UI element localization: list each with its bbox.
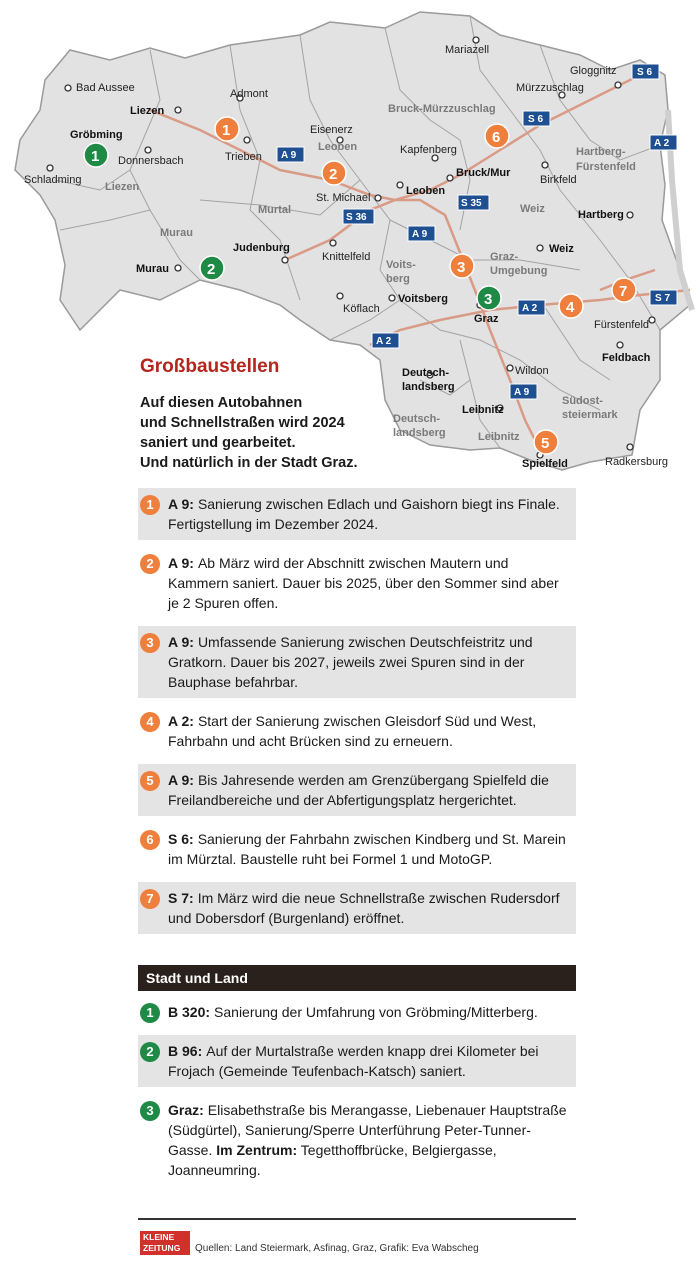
intro-line-3: saniert und gearbeitet. bbox=[140, 435, 296, 451]
region-graz-umgebung-2: Umgebung bbox=[490, 265, 548, 277]
svg-text:2: 2 bbox=[207, 261, 216, 278]
project-item-6 bbox=[138, 823, 576, 875]
project-item-2 bbox=[138, 547, 576, 619]
page-title: Großbaustellen bbox=[140, 356, 280, 377]
svg-text:S 6: S 6 bbox=[637, 67, 653, 78]
project-description: Bis Jahresende werden am Grenzübergang Spielfeld die Freilandbereiche und der Abfertigungsplatz hergerichtet. bbox=[168, 772, 549, 808]
region-deutschlandsberg-1: Deutsch- bbox=[393, 413, 441, 425]
place-judenburg: Judenburg bbox=[233, 242, 290, 254]
project-number-badge: 1 bbox=[140, 495, 160, 515]
project-number-badge: 4 bbox=[140, 712, 160, 732]
region-voitsberg-2: berg bbox=[386, 273, 410, 285]
road-badge-a2-graz bbox=[518, 300, 545, 315]
svg-text:1: 1 bbox=[91, 148, 100, 165]
local-number-badge: 3 bbox=[140, 1101, 160, 1121]
region-leibnitz: Leibnitz bbox=[478, 431, 520, 443]
logo-line-1: KLEINE bbox=[143, 1232, 175, 1242]
project-item-5 bbox=[138, 764, 576, 816]
region-voitsberg-1: Voits- bbox=[386, 259, 416, 271]
region-liezen: Liezen bbox=[105, 181, 140, 193]
place-graz: Graz bbox=[474, 313, 499, 325]
local-description: Auf der Murtalstraße werden knapp drei Kilometer bei Frojach (Gemeinde Teufenbach-Katsch) saniert. bbox=[168, 1043, 539, 1079]
project-item-3 bbox=[138, 626, 576, 698]
project-item-1 bbox=[138, 488, 576, 540]
region-deutschlandsberg-2: landsberg bbox=[393, 427, 446, 439]
svg-text:3: 3 bbox=[457, 259, 466, 276]
region-suedoststeiermark-2: steiermark bbox=[562, 409, 618, 421]
svg-text:A 2: A 2 bbox=[522, 303, 538, 314]
road-badge-a9-south bbox=[510, 384, 537, 399]
place-gloggnitz: Gloggnitz bbox=[570, 65, 617, 77]
svg-text:6: 6 bbox=[492, 129, 501, 146]
place-groebming: Gröbming bbox=[70, 129, 123, 141]
svg-text:1: 1 bbox=[222, 122, 231, 139]
road-badge-s7 bbox=[650, 290, 677, 305]
region-weiz: Weiz bbox=[520, 203, 545, 215]
kleine-zeitung-logo bbox=[140, 1231, 190, 1255]
svg-text:A 2: A 2 bbox=[376, 336, 392, 347]
road-code: B 320: bbox=[168, 1004, 211, 1020]
svg-text:2: 2 bbox=[329, 166, 338, 183]
place-muerzzuschlag: Mürzzuschlag bbox=[516, 82, 584, 94]
place-weiz: Weiz bbox=[549, 243, 574, 255]
marker-green-2 bbox=[200, 256, 224, 280]
place-leibnitz: Leibnitz bbox=[462, 404, 504, 416]
place-kapfenberg: Kapfenberg bbox=[400, 144, 457, 156]
section-header-stadt-und-land: Stadt und Land bbox=[138, 965, 576, 991]
im-zentrum-label: Im Zentrum: bbox=[216, 1142, 298, 1158]
project-description: Sanierung zwischen Edlach und Gaishorn biegt ins Finale. Fertigstellung im Dezember 2024. bbox=[168, 496, 560, 532]
road-badge-s6-mid bbox=[523, 111, 550, 126]
local-item-1 bbox=[138, 996, 576, 1028]
local-number-badge: 1 bbox=[140, 1003, 160, 1023]
marker-2 bbox=[322, 161, 346, 185]
marker-1 bbox=[215, 117, 239, 141]
place-bad-aussee: Bad Aussee bbox=[76, 82, 135, 94]
project-item-7 bbox=[138, 882, 576, 934]
svg-text:S 6: S 6 bbox=[528, 114, 544, 125]
place-spielfeld: Spielfeld bbox=[522, 458, 568, 470]
road-code: Graz: bbox=[168, 1102, 204, 1118]
place-donnersbach: Donnersbach bbox=[118, 155, 184, 167]
place-murau: Murau bbox=[136, 263, 169, 275]
svg-text:4: 4 bbox=[566, 299, 575, 316]
road-code: A 2: bbox=[168, 713, 194, 729]
svg-text:A 2: A 2 bbox=[654, 138, 670, 149]
svg-text:S 36: S 36 bbox=[346, 212, 367, 223]
project-list bbox=[138, 488, 576, 941]
project-number-badge: 2 bbox=[140, 554, 160, 574]
road-badge-a9-mid bbox=[408, 226, 435, 241]
svg-text:A 9: A 9 bbox=[514, 387, 530, 398]
road-badge-a9-north bbox=[277, 147, 304, 162]
place-hartberg: Hartberg bbox=[578, 209, 624, 221]
place-deutschlandsberg-1: Deutsch- bbox=[402, 367, 450, 379]
project-item-4 bbox=[138, 705, 576, 757]
place-liezen: Liezen bbox=[130, 105, 165, 117]
place-st-michael: St. Michael bbox=[316, 192, 371, 204]
road-badge-s6-top bbox=[632, 64, 659, 79]
region-hartberg-2: Fürstenfeld bbox=[576, 161, 636, 173]
place-deutschlandsberg-2: landsberg bbox=[402, 381, 455, 393]
place-eisenerz: Eisenerz bbox=[310, 124, 353, 136]
marker-7 bbox=[612, 278, 636, 302]
road-code: A 9: bbox=[168, 555, 194, 571]
svg-text:A 9: A 9 bbox=[281, 150, 297, 161]
road-badge-s36 bbox=[343, 209, 374, 224]
project-description: Im März wird die neue Schnellstraße zwischen Rudersdorf und Dobersdorf (Burgenland) eröffnet. bbox=[168, 890, 560, 926]
local-number-badge: 2 bbox=[140, 1042, 160, 1062]
svg-text:5: 5 bbox=[541, 435, 550, 452]
place-knittelfeld: Knittelfeld bbox=[322, 251, 371, 263]
place-feldbach: Feldbach bbox=[602, 352, 651, 364]
region-suedoststeiermark-1: Südost- bbox=[562, 395, 603, 407]
region-hartberg-1: Hartberg- bbox=[576, 146, 626, 158]
place-voitsberg: Voitsberg bbox=[398, 293, 448, 305]
project-number-badge: 6 bbox=[140, 830, 160, 850]
region-leoben: Leoben bbox=[318, 141, 358, 153]
svg-text:3: 3 bbox=[484, 291, 493, 308]
road-code: S 7: bbox=[168, 890, 194, 906]
local-item-3 bbox=[138, 1094, 576, 1186]
project-description: Ab März wird der Abschnitt zwischen Mautern und Kammern saniert. Dauer bis 2025, über den Sommer sind aber je 2 Spuren offen. bbox=[168, 555, 559, 611]
project-description: Sanierung der Fahrbahn zwischen Kindberg und St. Marein im Mürztal. Baustelle ruht bei Formel 1 und MotoGP. bbox=[168, 831, 566, 867]
road-code: A 9: bbox=[168, 772, 194, 788]
place-wildon: Wildon bbox=[515, 365, 549, 377]
marker-green-3 bbox=[477, 286, 501, 310]
road-code: A 9: bbox=[168, 496, 194, 512]
graz-description: Elisabethstraße bis Merangasse, Liebenauer Hauptstraße (Südgürtel), Sanierung/Sperre Unterführung Peter-Tunner-Gasse. bbox=[168, 1102, 567, 1158]
place-mariazell: Mariazell bbox=[445, 44, 490, 56]
project-number-badge: 3 bbox=[140, 633, 160, 653]
local-description bbox=[168, 1100, 568, 1180]
region-murau: Murau bbox=[160, 227, 193, 239]
logo-line-2: ZEITUNG bbox=[143, 1243, 181, 1253]
local-description: Sanierung der Umfahrung von Gröbming/Mitterberg. bbox=[214, 1004, 538, 1020]
place-leoben: Leoben bbox=[406, 185, 446, 197]
local-item-2 bbox=[138, 1035, 576, 1087]
project-description: Start der Sanierung zwischen Gleisdorf Süd und West, Fahrbahn und acht Brücken sind zu erneuern. bbox=[168, 713, 537, 749]
svg-text:A 9: A 9 bbox=[412, 229, 428, 240]
marker-6 bbox=[485, 124, 509, 148]
road-badge-s35 bbox=[458, 195, 489, 210]
intro-line-1: Auf diesen Autobahnen bbox=[140, 395, 303, 411]
project-description: Umfassende Sanierung zwischen Deutschfeistritz und Gratkorn. Dauer bis 2027, jeweils zwei Spuren sind in der Bauphase befahrbar. bbox=[168, 634, 533, 690]
local-project-list bbox=[138, 996, 576, 1193]
marker-5 bbox=[534, 430, 558, 454]
marker-4 bbox=[559, 294, 583, 318]
place-trieben: Trieben bbox=[225, 151, 262, 163]
im-zentrum-description: Tegetthoffbrücke, Belgiergasse, Joanneumring. bbox=[168, 1142, 497, 1178]
project-number-badge: 5 bbox=[140, 771, 160, 791]
place-admont: Admont bbox=[230, 88, 268, 100]
road-code: B 96: bbox=[168, 1043, 203, 1059]
intro-text bbox=[140, 393, 390, 473]
road-badge-a2-west bbox=[372, 333, 399, 348]
intro-line-4: Und natürlich in der Stadt Graz. bbox=[140, 455, 358, 471]
place-fuerstenfeld: Fürstenfeld bbox=[594, 319, 650, 331]
project-number-badge: 7 bbox=[140, 889, 160, 909]
road-badge-a2-east bbox=[650, 135, 677, 150]
place-bruck-mur: Bruck/Mur bbox=[456, 167, 511, 179]
place-birkfeld: Birkfeld bbox=[540, 174, 577, 186]
source-credit: Quellen: Land Steiermark, Asfinag, Graz, Grafik: Eva Wabscheg bbox=[195, 1243, 479, 1254]
intro-line-2: und Schnellstraßen wird 2024 bbox=[140, 415, 345, 431]
region-murtal: Murtal bbox=[258, 204, 291, 216]
place-schladming: Schladming bbox=[24, 174, 82, 186]
region-graz-umgebung-1: Graz- bbox=[490, 251, 519, 263]
footer-divider bbox=[138, 1218, 576, 1220]
road-code: A 9: bbox=[168, 634, 194, 650]
road-code: S 6: bbox=[168, 831, 194, 847]
place-koeflach: Köflach bbox=[343, 303, 380, 315]
marker-3 bbox=[450, 254, 474, 278]
svg-text:S 35: S 35 bbox=[461, 198, 482, 209]
marker-green-1 bbox=[84, 143, 108, 167]
svg-text:S 7: S 7 bbox=[655, 293, 671, 304]
region-bruck-muerzzuschlag: Bruck-Mürzzuschlag bbox=[388, 103, 496, 115]
place-radkersburg: Radkersburg bbox=[605, 456, 668, 468]
svg-text:7: 7 bbox=[619, 283, 628, 300]
